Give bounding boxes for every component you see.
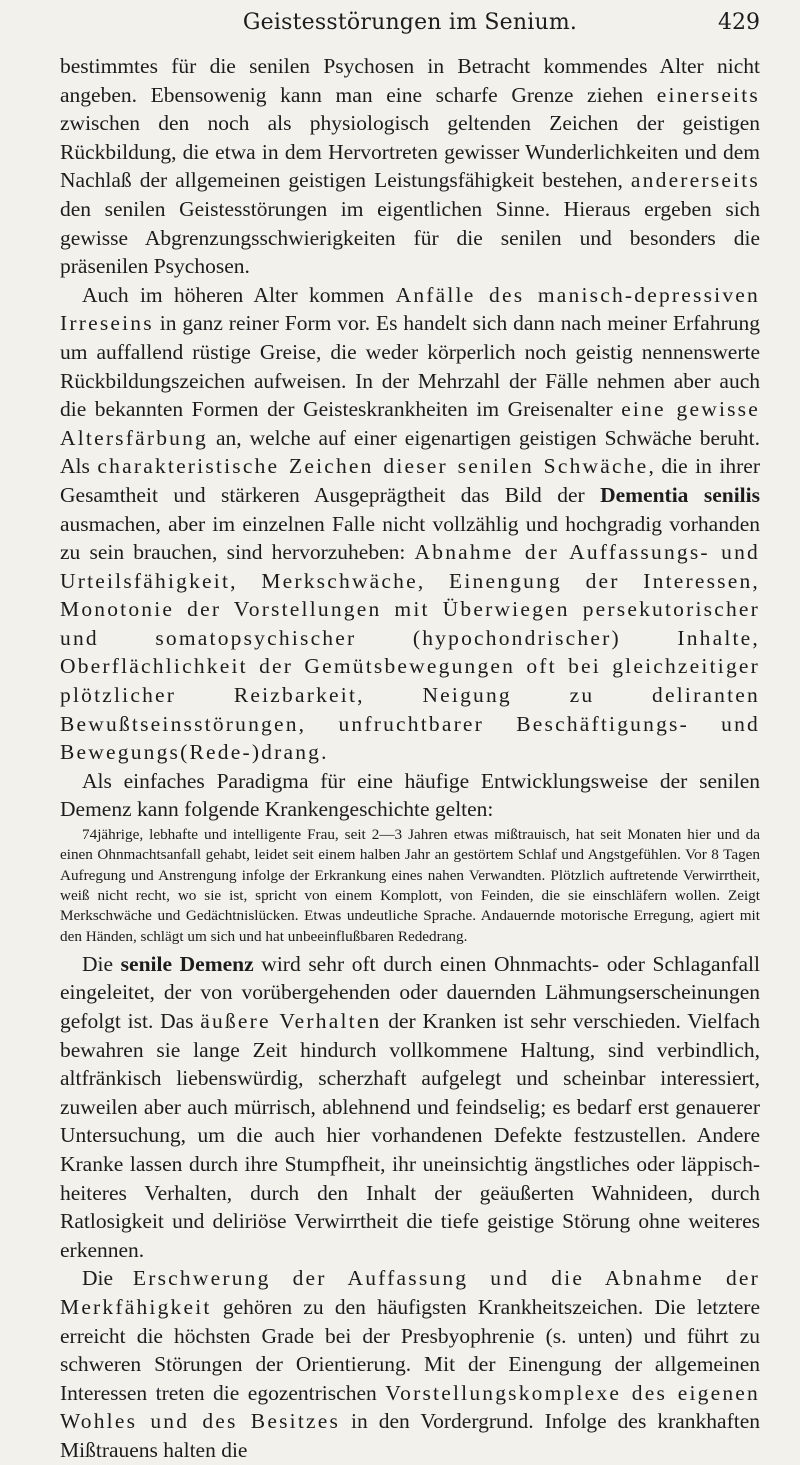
text-run: Auch im höheren Alter kommen (82, 282, 396, 307)
spaced-emphasis: Erschwerung der Auffassung und die Abnahme der Merkfähigkeit (60, 1266, 761, 1319)
paragraph-1 (60, 52, 760, 281)
text-run: in ganz reiner Form vor. Es handelt sich dann nach meiner Erfahrung um auffallend rüstige Greise, die weder körperlich noch geistig nennenswerte Rückbildungszeichen aufweisen. In der Mehrzahl der Fälle nehmen aber auch die bekannten Formen der Geisteskrankheiten im Greisenalter (60, 311, 760, 422)
paragraph-5 (60, 1264, 760, 1464)
bold-term: Dementia senilis (600, 482, 760, 507)
text-run: in den Vordergrund. Infolge des krankhaften Mißtrauens halten die (60, 1409, 760, 1462)
page-header (60, 2, 760, 42)
text-run: wird sehr oft durch einen Ohnmachts- oder Schlaganfall eingeleitet, der von vorübergehenden oder dauernden Lähmungserscheinungen gefolgt ist. Das (60, 951, 760, 1033)
spaced-emphasis: einerseits (656, 82, 760, 107)
bold-term: senile Demenz (120, 951, 254, 976)
spaced-emphasis: Anfälle des manisch-depressiven Irreseins (60, 282, 760, 336)
text-run: an, welche auf einer eigenartigen geistigen Schwäche beruht. Als (60, 425, 760, 479)
spaced-emphasis: andererseits (630, 168, 760, 193)
text-run: den senilen Geistesstörungen im eigentlichen Sinne. Hieraus ergeben sich gewisse Abgrenzungsschwierigkeiten für die senilen und besonders die präsenilen Psychosen. (60, 196, 760, 279)
body-text (60, 52, 760, 1465)
text-run: bestimmtes für die senilen Psychosen in Betracht kommendes Alter nicht angeben. Ebensowenig kann man eine scharfe Grenze ziehen (60, 54, 760, 107)
text-run: gehören zu den häufigsten Krankheitszeichen. Die letztere erreicht die höchsten Grade bei der Presbyophrenie (s. unten) und führt zu schweren Störungen der Orientierung. Mit der Einengung der allgemeinen Interessen treten die egozentrischen (60, 1294, 760, 1405)
paragraph-3 (60, 767, 760, 824)
text-run: Die (82, 1266, 133, 1291)
text-run: der Kranken ist sehr verschieden. Vielfach bewahren sie lange Zeit hindurch vollkommene Haltung, sind verbindlich, altfränkisch liebenswürdig, scherzhaft aufgelegt und scheinbar interessiert, zuweilen aber auch mürrisch, ablehnend und feindselig; es bedarf erst genauerer Untersuchung, um die auch hier vorhandenen Defekte festzustellen. Andere Kranke lassen durch ihre Stumpfheit, ihr uneinsichtig ängstliches oder läppisch-heiteres Verhalten, durch den Inhalt der geäußerten Wahnideen, durch Ratlosigkeit und deliriöse Verwirrtheit die tiefe geistige Störung ohne weiteres erkennen. (60, 1009, 760, 1262)
paragraph-4 (60, 950, 760, 1265)
text-run: ausmachen, aber im einzelnen Falle nicht vollzählig und hochgradig vorhanden zu sein brauchen, sind hervorzuheben: (60, 511, 760, 565)
spaced-emphasis: Abnahme der Auffassungs- und Urteilsfähigkeit, Merkschwäche, Einengung der Interessen, Monotonie der Vorstellungen mit Überwiegen persekutorischer und somatopsychischer (hypochondrischer) Inhalte, Oberflächlichkeit der Gemütsbewegungen oft bei gleichzeitiger plötzlicher Reizbarkeit, Neigung zu deliranten Bewußtseinsstörungen, unfruchtbarer Beschäftigungs- und Bewegungs(Rede-)drang (60, 540, 760, 765)
text-run: zwischen den noch als physiologisch geltenden Zeichen der geistigen Rückbildung, die etwa in dem Hervortreten gewisser Wunderlichkeiten und dem Nachlaß der allgemeinen geistigen Leistungsfähigkeit bestehen, (60, 111, 760, 193)
text-run: Die (82, 951, 121, 976)
text-run: , die in ihrer Gesamtheit und stärkeren Ausgeprägtheit das Bild der (60, 454, 760, 507)
running-title: Geistesstörungen im Senium. (242, 10, 578, 35)
paragraph-2 (60, 281, 760, 767)
spaced-emphasis: äußere Verhalten (200, 1009, 382, 1033)
spaced-emphasis: Vorstellungskomplexe des eigenen Wohles und des Besitzes (60, 1380, 760, 1434)
case-history: 74jährige, lebhafte und intelligente Frau, seit 2—3 Jahren etwas mißtrauisch, hat seit Monaten hier und da einen Ohnmachtsanfall gehabt, leidet seit einem halben Jahr an gestörtem Schlaf und Angstgefühlen. Vor 8 Tagen Aufregung und Anstrengung infolge der Erkrankung eines nahen Verwandten. Plötzlich auftretende Verwirrtheit, weiß nicht recht, wo sie ist, spricht von einem Komplott, von Feinden, die sie einschläfern wollen. Zeigt Merkschwäche und Gedächtnislücken. Etwas undeutliche Sprache. Andauernde motorische Erregung, agiert mit den Händen, schlägt um sich und hat unbeeinflußbaren Rededrang. (60, 826, 760, 945)
text-run: . (321, 740, 327, 765)
spaced-emphasis: charakteristische Zeichen dieser senilen Schwäche (97, 454, 649, 479)
page-number: 429 (718, 10, 760, 35)
spaced-emphasis: eine gewisse Altersfärbung (60, 397, 760, 450)
text-run: Als einfaches Paradigma für eine häufige Entwicklungsweise der senilen Demenz kann folgende Krankengeschichte gelten: (60, 768, 760, 822)
